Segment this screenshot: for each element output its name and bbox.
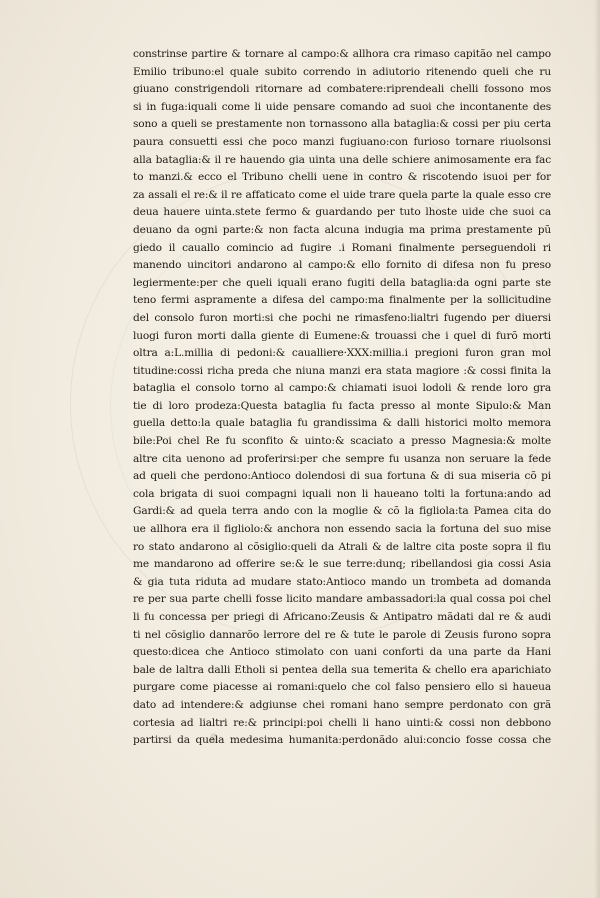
text-line: sono a queli se prestamente non tornassono alla bataglia:& cossi per piu certa [133,118,551,131]
text-line: & gia tuta riduta ad mudare stato:Antioco mando un trombeta ad domanda [133,575,551,588]
text-line: purgare come piacesse ai romani:quelo che col falso pensiero ello si haueua [133,681,551,694]
text-line: li fu concessa per priegi di Africano:Zeusis & Antipatro mãdati dal re & audi [133,611,551,623]
text-line: bile:Poi chel Re fu sconfito & uinto:& scaciato a presso Magnesia:& molte [133,435,551,448]
text-line: luogi furon morti dalla giente di Eumene:& trouassi che i quel di furõ morti [133,329,551,342]
text-line: me mandarono ad offerire se:& le sue terre:dunq; ribellandosi gia cossi Asia [133,558,551,571]
page-edge-shadow [594,0,600,898]
text-line: manendo uincitori andarono al campo:& ello fornito di difesa non fu preso [133,259,551,272]
text-line: Emilio tribuno:el quale subito correndo in adiutorio ritenendo queli che ru [133,65,551,78]
text-line: ro stato andarono al cõsiglio:queli da Atrali & de laltre cita poste sopra il fiu [133,540,551,553]
text-line: si in fuga:iquali come li uide pensare comando ad suoi che incontanente des [133,100,551,113]
text-line: ti nel cõsiglio dannarõo lerrore del re & tute le parole di Zeusis furono sopra [133,628,551,641]
text-line: re per sua parte chelli fosse licito mandare ambassadori:la qual cossa poi chel [133,593,551,606]
text-line: to manzi.& ecco el Tribuno chelli uene in contro & riscotendo isuoi per for [133,171,551,184]
text-line: deuano da ogni parte:& non facta alcuna indugia ma prima prestamente pũ [133,223,551,236]
text-line: questo:dicea che Antioco stimolato con uani conforti da una parte da Hani [133,646,551,659]
text-line: tie di loro prodeza:Questa bataglia fu facta presso al monte Sipulo:& Man [133,399,551,412]
text-line: oltra a:L.millia di pedoni:& caualliere·XXX:millia.i pregioni furon gran mol [133,347,551,360]
text-line: dato ad intendere:& adgiunse chei romani hano sempre perdonato con grã [133,698,551,711]
text-line: cortesia ad lialtri re:& principi:poi chelli li hano uinti:& cossi non debbono [133,716,551,729]
text-line: za assali el re:& il re affaticato come el uide trare quela parte la quale esso cre [133,188,551,201]
text-line: del consolo furon morti:si che pochi ne rimasfeno:lialtri fugendo per diuersi [133,311,551,324]
text-line: bataglia el consolo torno al campo:& chiamati isuoi lodoli & rende loro gra [133,382,551,395]
body-text-column [133,46,551,750]
text-line: alla bataglia:& il re hauendo gia uinta una delle schiere animosamente era fac [133,153,551,166]
text-line: teno fermi aspramente a difesa del campo:ma finalmente per la sollicitudine [133,294,551,307]
text-line: ue allhora era il figliolo:& anchora non essendo sacia la fortuna del suo mise [133,523,551,536]
text-line: bale de laltra dalli Etholi si pentea della sua temerita & chello era aparichiato [133,663,551,676]
text-line: legiermente:per che queli iquali erano fugiti della bataglia:da ogni parte ste [133,276,551,289]
text-line: partirsi da quela medesima humanita:perdonãdo alui:concio fosse cossa che [133,734,551,747]
text-line: deua hauere uinta.stete fermo & guardando per tuto lhoste uide che suoi ca [133,206,551,219]
text-line: paura consuetti essi che poco manzi fugiuano:con furioso tornare riuolsonsi [133,135,551,148]
text-line: constrinse partire & tornare al campo:& allhora cra rimaso capitão nel campo [133,48,551,60]
text-line: giuano constrigendoli ritornare ad combatere:riprendeali chelli fossono mos [133,83,551,96]
text-line: titudine:cossi richa preda che niuna manzi era stata magiore :& cossi finita la [133,364,551,377]
text-line: Gardi:& ad quela terra ando con la moglie & cõ la figliola:ta Pamea cita do [133,505,551,518]
text-line: cola brigata di suoi compagni iquali non li haueano tolti la fortuna:ando ad [133,487,551,500]
text-line: altre cita uenono ad proferirsi:per che sempre fu usanza non seruare la fede [133,452,551,465]
text-line: ad queli che perdono:Antioco dolendosi di sua fortuna & di sua miseria cõ pi [133,470,551,483]
text-line: giedo il cauallo comincio ad fugire .i Romani finalmente perseguendoli ri [133,241,551,254]
text-line: guella detto:la quale bataglia fu grandissima & dalli historici molto memora [133,417,551,430]
